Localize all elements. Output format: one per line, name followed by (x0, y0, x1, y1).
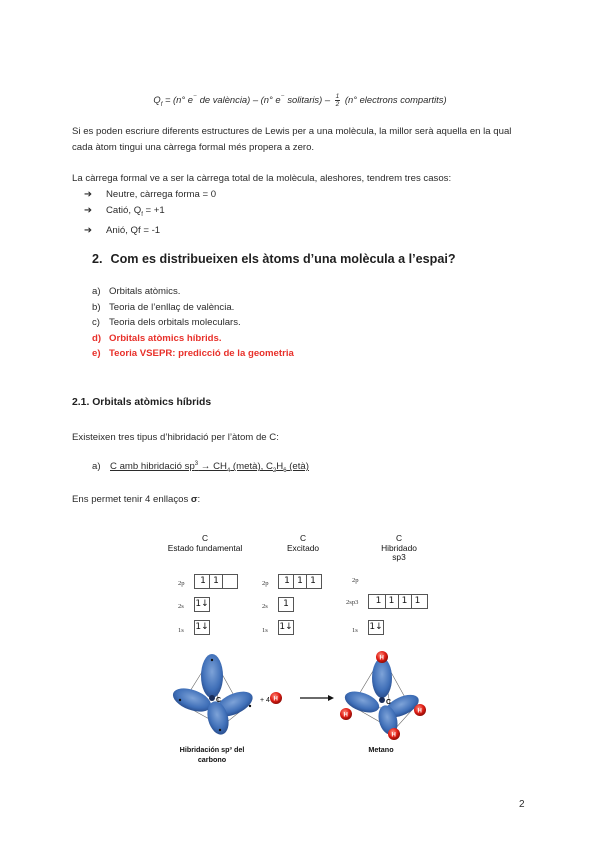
sigma-symbol: σ (190, 494, 198, 505)
list-item: b) Teoria de l’enllaç de valència. (92, 301, 235, 313)
svg-text:H: H (391, 732, 396, 739)
list-item: a) Orbitals atòmics. (92, 286, 181, 297)
case-neutral: ➔ Neutre, càrrega forma = 0 (84, 187, 216, 203)
sp3-level-label: 2sp3 (346, 599, 359, 606)
plus-four-label: + 4 (260, 697, 270, 704)
excited-2s-box: 1 (278, 597, 294, 612)
ground-2s-box: 1↓ (194, 597, 210, 612)
section-2-1-heading: 2.1. Orbitals atòmics híbrids (72, 397, 212, 408)
excited-1s-box: 1↓ (278, 620, 294, 635)
arrow-icon: ➔ (84, 204, 93, 216)
list-item-highlighted: d) Orbitals atòmics híbrids. (92, 332, 222, 344)
charge-cases-list (84, 187, 216, 238)
formal-charge-paragraph: La càrrega formal ve a ser la càrrega total de la molècula, aleshores, tendrem tres casos: (72, 173, 452, 184)
ground-1s-box: 1↓ (194, 620, 210, 635)
case-cation: ➔ Catió, $Q_f = +1$ (84, 204, 165, 218)
methane-model (340, 651, 426, 740)
case-anion: ➔ Anió, Qf = -1 (84, 223, 216, 239)
page-number: 2 (519, 799, 525, 810)
sigma-bonds-sentence: Ens permet tenir 4 enllaços σ: (72, 494, 201, 505)
orbital-drawings (150, 648, 460, 748)
list-item: c) Teoria dels orbitals moleculars. (92, 317, 241, 328)
excited-2p-box: 1 1 1 (278, 574, 322, 589)
svg-text:H: H (417, 708, 422, 715)
excited-state-title: C Excitado (286, 533, 320, 553)
formula-lhs: Q (153, 94, 161, 106)
arrow-icon: ➔ (84, 224, 93, 236)
theories-list (92, 284, 294, 362)
sp3-carbon-orbitals (170, 654, 257, 737)
svg-text:C: C (386, 699, 392, 706)
fundamental-state-title: C Estado fundamental (167, 533, 243, 553)
hybrid-sp3-box: 1 1 1 1 (368, 594, 428, 609)
arrow-icon: ➔ (84, 189, 93, 200)
sp3-caption: Hibridación sp³ del carbono (179, 745, 245, 764)
sp3-hybridization-item: a) C amb hibridació $sp^3 \to CH_4$ (metà), $C_2H_6$ (età) (92, 461, 309, 475)
svg-text:H: H (343, 712, 348, 719)
list-item-highlighted: e) Teoria VSEPR: predicció de la geometria (92, 348, 294, 359)
hybrid-1s-box: 1↓ (368, 620, 384, 635)
formal-charge-formula: $Q_f = (n^\circ$ e⁻ de valència) – (n° e⁻ solitaris) – $\frac{1}{2}$ (n° electrons compartits) (153, 92, 447, 109)
one-half-fraction: $\frac{1}{2}$ (335, 93, 340, 109)
carbon-label: C (216, 697, 222, 704)
hybridization-intro: Existeixen tres tipus d’hibridació per l’àtom de C: (72, 432, 279, 443)
section-2-heading: 2. Com es distribueixen els àtoms d’una molècula a l’espai? (92, 252, 456, 266)
hybridized-state-title: C Hibridado sp3 (381, 533, 417, 562)
svg-text:H: H (273, 696, 278, 703)
ground-2p-box: 1 1 (194, 574, 238, 589)
svg-text:H: H (379, 655, 384, 662)
lewis-structure-paragraph: Si es poden escriure diferents estructures de Lewis per a una molècula, la millor serà aquella en la qual cada àtom tingui una càrrega formal més propera a zero. (72, 126, 512, 153)
methane-caption: Metano (368, 745, 394, 754)
hybridization-figure: C Estado fundamental C Excitado C Hibridado sp3 2p 1 1 2s 1↓ 1s 1↓ 2p 1 1 1 2s 1 1s 1↓ 2p 2sp3 1 1 1 1 1s 1↓ C + 4 H C H H H H Hibridación sp³ del carbono Metano (150, 530, 460, 770)
